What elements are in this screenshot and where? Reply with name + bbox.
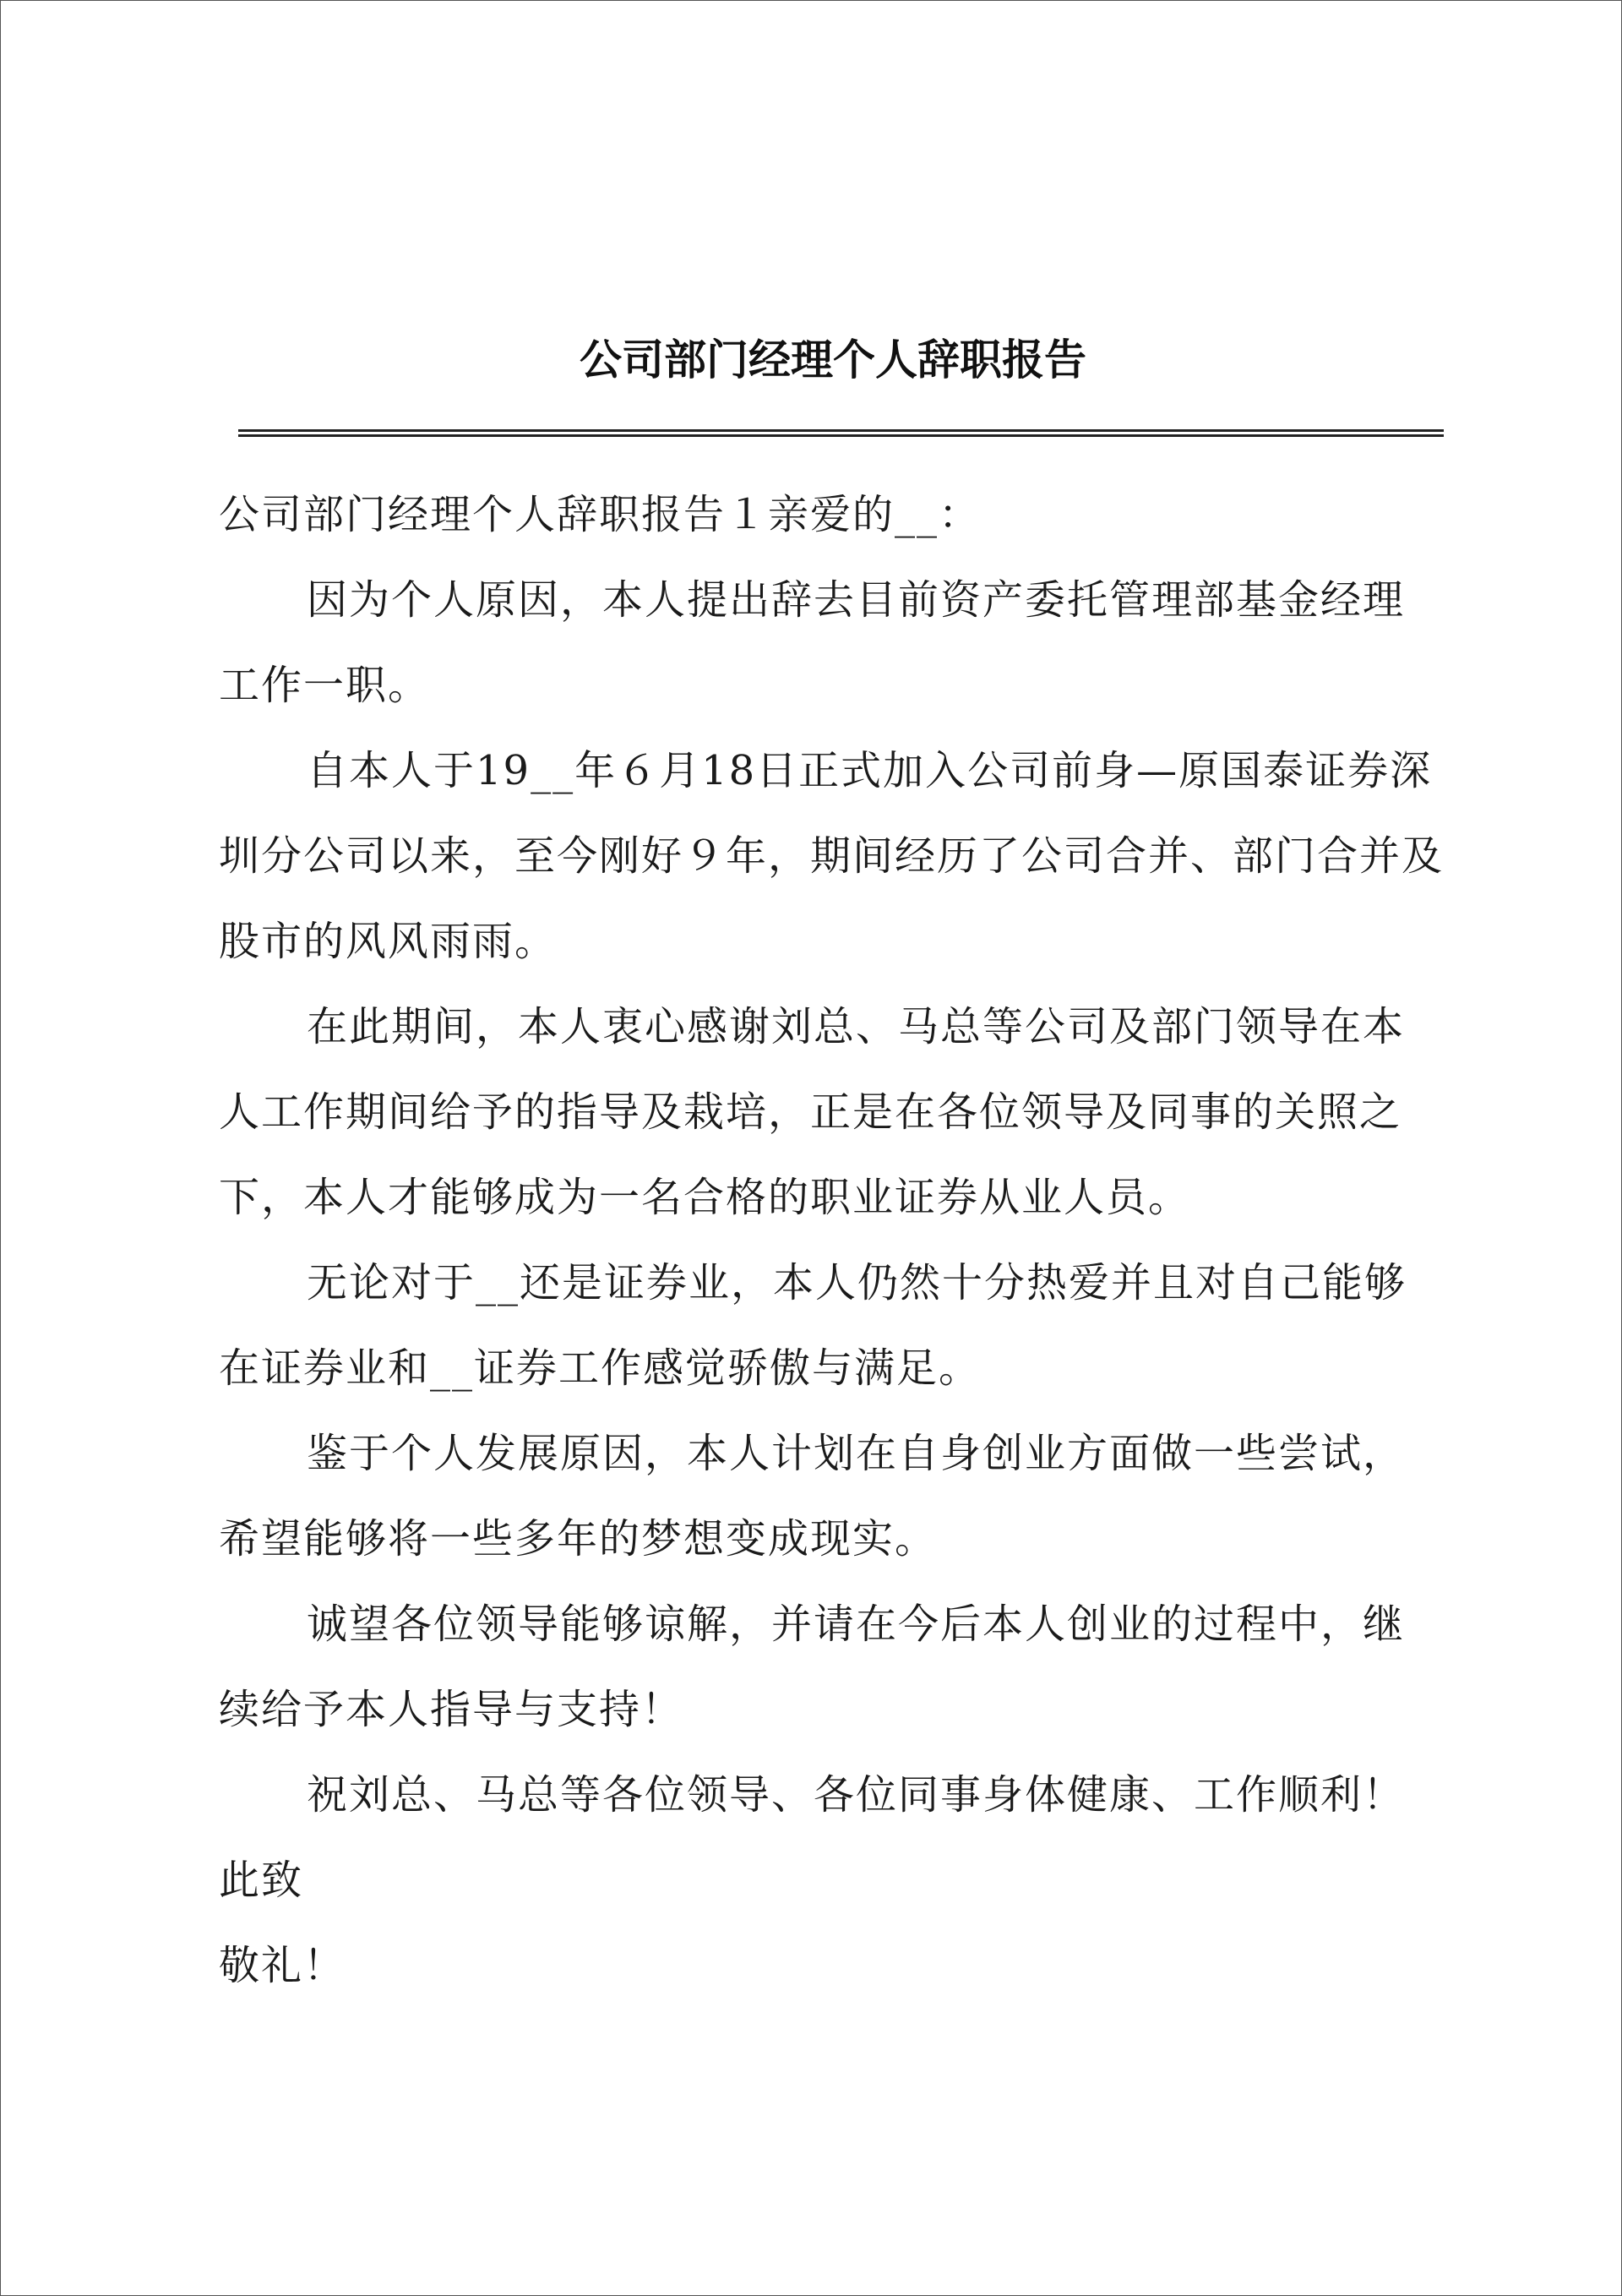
paragraph: 无论对于__还是证券业，本人仍然十分热爱并且对自己能够在证券业和__证券工作感觉骄傲与满足。 xyxy=(219,1259,1407,1392)
page-title: 公司部门经理个人辞职报告 xyxy=(580,335,1086,384)
paragraph: 鉴于个人发展原因，本人计划在自身创业方面做一些尝试，希望能够将一些多年的梦想变成现实。 xyxy=(219,1430,1406,1562)
paragraph: 自本人于19__年６月18日正式加入公司前身—原国泰证券深圳分公司以来，至今刚好９年，期间经历了公司合并、部门合并及股市的风风雨雨。 xyxy=(219,747,1445,965)
title-divider-top xyxy=(238,429,1444,432)
paragraph: 祝刘总、马总等各位领导、各位同事身体健康、工作顺利！ xyxy=(307,1771,1406,1819)
greeting-line: 公司部门经理个人辞职报告１亲爱的__： xyxy=(219,491,982,538)
closing-line: 此致 xyxy=(219,1857,304,1904)
letter-body xyxy=(219,472,1444,2009)
closing-salutation: 敬礼！ xyxy=(219,1942,346,1989)
paragraph: 在此期间，本人衷心感谢刘总、马总等公司及部门领导在本人工作期间给予的指导及栽培，正是在各位领导及同事的关照之下，本人才能够成为一名合格的职业证券从业人员。 xyxy=(219,1003,1406,1221)
paragraph: 因为个人原因，本人提出辞去目前资产委托管理部基金经理工作一职。 xyxy=(219,576,1406,709)
paragraph: 诚望各位领导能够谅解，并请在今后本人创业的过程中，继续给予本人指导与支持！ xyxy=(219,1601,1406,1733)
title-divider-bottom xyxy=(238,434,1444,437)
